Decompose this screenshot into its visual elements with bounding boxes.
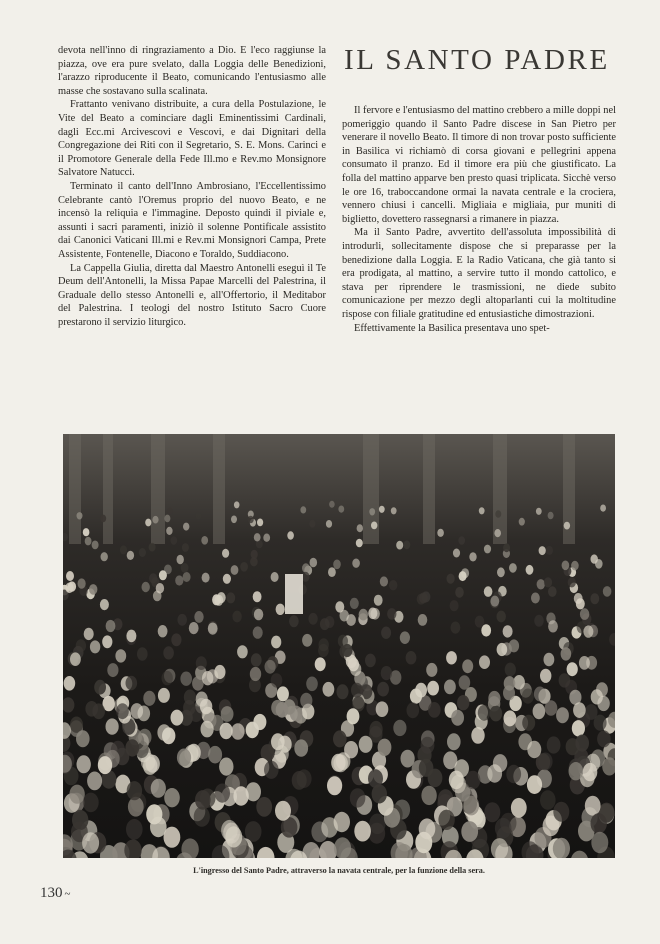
paragraph: Frattanto venivano distribuite, a cura della Postulazione, le Vite del Beato a cominciare dagli Eminentissimi Cardinali, dagli Ecc.mi Arcivescovi e Vescovi, e dai Dignitari della Congregazione dei Riti con il Segretario, S. E. Mons. Carinci e il Promotore Generale della Fede Ill.mo e Rev.mo Monsignore Salvatore Natucci. xyxy=(58,99,326,179)
right-text-column xyxy=(342,104,616,335)
paragraph: Effettivamente la Basilica presentava uno spet- xyxy=(354,322,550,334)
crowd-photo-image xyxy=(63,434,615,858)
paragraph: Terminato il canto dell'Inno Ambrosiano, l'Eccellentissimo Celebrante cantò l'Oremus proprio del nuovo Beato, e ne incensò la reliquia e l'immagine. Deposto quindi il piviale e, assunti i sacri paramenti, iniziò il solenne Pontificale assistito dai Canonici Vaticani Ill.mi e Rev.mi Monsignori Campa, Prete Assistente, Fontenelle, Diacono e Toraldo, Suddiacono. xyxy=(58,180,326,260)
page-number-text: 130 xyxy=(40,885,63,901)
crowd-photograph xyxy=(63,434,615,858)
paragraph: Il fervore e l'entusiasmo del mattino crebbero a mille doppi nel pomeriggio quando il Santo Padre discese in San Pietro per venerare il novello Beato. Il timore di non trovar posto sufficiente in Basilica vi richiamò di corsa giovani e pellegrini appena consumato il pranzo. Ed il timore era più che giustificato. La folla del mattino apparve ben presto quasi triplicata. Sicchè verso le ore 16, traboccandone ormai la navata centrale e la crociera, vennero chiusi i cancelli. Migliaia e migliaia, pur muniti di biglietto, dovettero rassegnarsi a rimanere in piazza. xyxy=(342,105,616,225)
section-title: IL SANTO PADRE xyxy=(344,44,610,76)
paragraph: devota nell'inno di ringraziamento a Dio. E l'eco raggiunse la piazza, ove era pure svelato, dalla Loggia delle Benedizioni, l'arazzo riproducente il Beato, comunicando l'entusiasmo alle masse che sostavano sulla scalinata. xyxy=(58,45,326,97)
page-number xyxy=(40,885,70,902)
photo-caption: L'ingresso del Santo Padre, attraverso la navata centrale, per la funzione della sera. xyxy=(193,866,485,875)
paragraph: La Cappella Giulia, diretta dal Maestro Antonelli eseguì il Te Deum dell'Antonelli, la Missa Papae Marcelli del Palestrina, il Graduale dello stesso Antonelli e, all'Offertorio, il Meditabor del Palestrina. I teologi del nostro Istituto Sacro Cuore prestarono il servizio liturgico. xyxy=(58,262,326,328)
left-text-column xyxy=(58,44,326,329)
page-ornament: ~ xyxy=(64,888,71,900)
paragraph: Ma il Santo Padre, avvertito dell'assoluta impossibilità di introdurli, sollecitamente dispose che si preparasse per la benedizione dalla Loggia. E la Radio Vaticana, che già tanto si era prodigata, al mattino, a servire tutto il mondo cattolico, e stava per riprendere le trasmissioni, ne diede subito comunicazione per mezzo degli altoparlanti cui la moltitudine rispose con filiale gratitudine ed entusiastiche dimostrazioni. xyxy=(342,227,616,320)
